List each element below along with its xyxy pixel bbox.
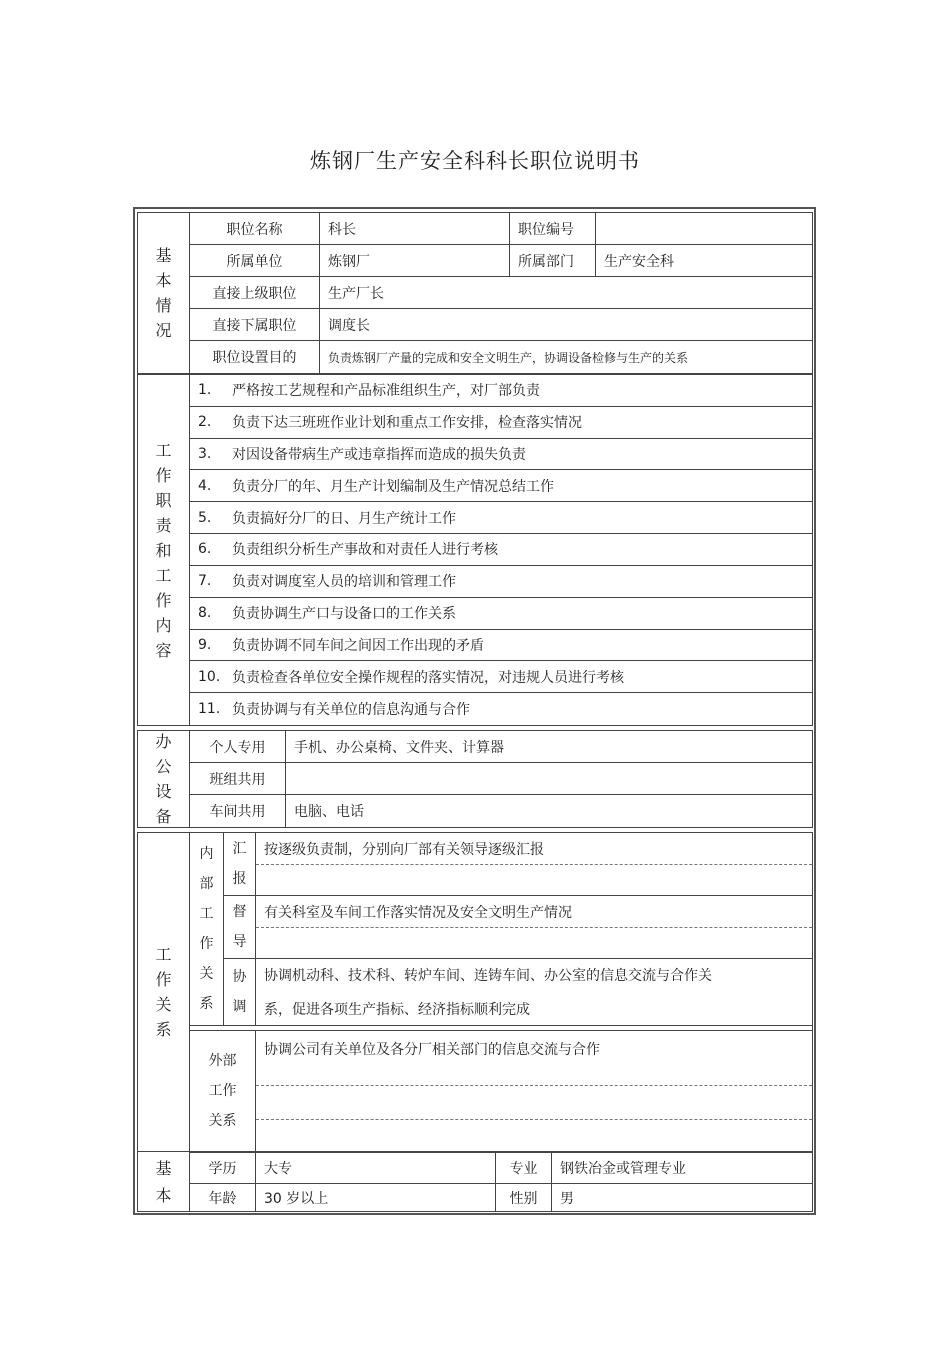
- label-char: 工: [155, 945, 172, 964]
- qualification-label: [138, 1152, 190, 1212]
- label-char: 作: [199, 936, 214, 952]
- coordinate-label: [224, 959, 256, 1025]
- workshop-value: 电脑、电话: [294, 804, 364, 820]
- duty-item: [190, 566, 812, 598]
- purpose-value: 负责炼钢厂产量的完成和安全文明生产，协调设备检修与生产的关系: [328, 350, 689, 365]
- report-divider: [256, 864, 812, 865]
- duties-list: [190, 375, 812, 725]
- label-char: 系: [155, 1020, 172, 1039]
- label-char: 办: [155, 732, 172, 751]
- coordinate-text-line2: 系，促进各项生产指标、经济指标顺利完成: [264, 1002, 530, 1018]
- age-value: 30 岁以上: [256, 1184, 496, 1212]
- duty-item: [190, 470, 812, 502]
- duty-number: 2.: [198, 414, 212, 431]
- purpose-label: 职位设置目的: [190, 341, 320, 373]
- duty-text: 负责检查各单位安全操作规程的落实情况，对违规人员进行考核: [232, 669, 624, 686]
- page-title: 炼钢厂生产安全科科长职位说明书: [310, 149, 640, 173]
- duty-number: 6.: [198, 541, 212, 558]
- label-char: 公: [155, 757, 172, 776]
- duty-text: 严格按工艺规程和产品标准组织生产，对厂部负责: [232, 383, 540, 400]
- major-value: 钢铁冶金或管理专业: [552, 1152, 812, 1184]
- label-char: 内: [155, 615, 172, 635]
- label-char: 内: [199, 846, 214, 862]
- duty-text: 负责协调生产口与设备口的工作关系: [232, 606, 456, 623]
- superior-label: 直接上级职位: [190, 277, 320, 309]
- label-char: 基: [155, 246, 172, 265]
- external-divider-2: [256, 1119, 812, 1120]
- label-char: 情: [155, 296, 172, 315]
- duty-item: [190, 534, 812, 566]
- basic-info-section: [137, 212, 813, 374]
- duty-item: [190, 502, 812, 534]
- duty-text: 对因设备带病生产或违章指挥而造成的损失负责: [232, 447, 526, 464]
- label-char: 外部: [208, 1053, 237, 1069]
- supervise-label: [224, 896, 256, 959]
- supervise-text: 有关科室及车间工作落实情况及安全文明生产情况: [264, 905, 572, 921]
- label-char: 责: [155, 515, 172, 535]
- label-char: 和: [155, 540, 172, 560]
- label-char: 作: [155, 465, 172, 485]
- label-char: 备: [155, 807, 172, 826]
- duty-number: 8.: [198, 605, 212, 622]
- duty-number: 3.: [198, 446, 212, 463]
- duty-number: 10.: [198, 668, 221, 685]
- label-char: 作: [155, 970, 172, 989]
- duty-item: [190, 661, 812, 693]
- label-char: 汇: [232, 841, 247, 857]
- label-char: 关: [199, 966, 214, 982]
- label-char: 本: [155, 1186, 172, 1205]
- label-char: 设: [155, 782, 172, 801]
- position-code-label: 职位编号: [510, 213, 596, 245]
- duty-number: 9.: [198, 636, 212, 653]
- label-char: 况: [155, 321, 172, 340]
- duty-item: [190, 693, 812, 725]
- unit-label: 所属单位: [190, 245, 320, 277]
- label-char: 工: [155, 440, 172, 460]
- external-relations-label: [190, 1031, 256, 1151]
- duty-text: 负责搞好分厂的日、月生产统计工作: [232, 510, 456, 527]
- duty-text: 负责协调不同车间之间因工作出现的矛盾: [232, 637, 484, 654]
- team-value: [286, 763, 812, 795]
- equipment-label: [138, 731, 190, 827]
- education-value: 大专: [256, 1152, 496, 1184]
- equipment-section: [137, 730, 813, 828]
- duty-item: [190, 375, 812, 407]
- qualification-section: [137, 1152, 813, 1212]
- subordinate-label: 直接下属职位: [190, 309, 320, 341]
- duty-number: 1.: [198, 382, 212, 399]
- supervise-divider: [256, 927, 812, 928]
- report-label: [224, 833, 256, 896]
- label-char: 关系: [208, 1113, 237, 1129]
- external-divider-1: [256, 1085, 812, 1086]
- major-label: 专业: [496, 1152, 552, 1184]
- label-char: 容: [155, 640, 172, 660]
- relations-section: [137, 832, 813, 1152]
- report-text: 按逐级负责制，分别向厂部有关领导逐级汇报: [264, 842, 544, 858]
- label-char: 系: [199, 996, 214, 1012]
- duty-text: 负责对调度室人员的培训和管理工作: [232, 574, 456, 591]
- label-char: 工: [199, 906, 214, 922]
- internal-relations-block: [190, 833, 812, 1026]
- label-char: 协: [232, 969, 247, 985]
- duty-number: 7.: [198, 573, 212, 590]
- label-char: 导: [232, 934, 247, 950]
- duty-text: 负责分厂的年、月生产计划编制及生产情况总结工作: [232, 478, 554, 495]
- external-text: 协调公司有关单位及各分厂相关部门的信息交流与合作: [264, 1042, 600, 1058]
- label-char: 报: [232, 871, 247, 887]
- basic-info-label: [138, 213, 190, 373]
- relations-label: [138, 833, 190, 1151]
- duty-number: 5.: [198, 509, 212, 526]
- label-char: 本: [155, 271, 172, 290]
- label-char: 督: [232, 904, 247, 920]
- duty-item: [190, 598, 812, 630]
- label-char: 工: [155, 565, 172, 585]
- position-name-value: 科长: [320, 213, 510, 245]
- age-label: 年龄: [190, 1184, 256, 1212]
- label-char: 调: [232, 999, 247, 1015]
- team-label: 班组共用: [190, 763, 286, 795]
- workshop-label: 车间共用: [190, 795, 286, 827]
- duty-item: [190, 407, 812, 439]
- personal-value: 手机、办公桌椅、文件夹、计算器: [286, 731, 812, 763]
- duty-text: 负责协调与有关单位的信息沟通与合作: [232, 702, 470, 719]
- unit-value: 炼钢厂: [320, 245, 510, 277]
- duty-text: 负责下达三班班作业计划和重点工作安排，检查落实情况: [232, 415, 582, 432]
- label-char: 关: [155, 995, 172, 1014]
- duty-text: 负责组织分析生产事故和对责任人进行考核: [232, 542, 498, 559]
- duty-number: 11.: [198, 701, 221, 718]
- duty-item: [190, 630, 812, 662]
- duty-item: [190, 439, 812, 471]
- duty-number: 4.: [198, 477, 212, 494]
- dept-value: 生产安全科: [596, 245, 812, 277]
- label-char: 工作: [208, 1083, 237, 1099]
- gender-label: 性别: [496, 1184, 552, 1212]
- superior-value: 生产厂长: [320, 277, 812, 309]
- duties-section: [137, 374, 813, 726]
- internal-relations-label: [190, 833, 224, 1025]
- coordinate-text-line1: 协调机动科、技术科、转炉车间、连铸车间、办公室的信息交流与合作关: [264, 968, 712, 984]
- personal-label: 个人专用: [190, 731, 286, 763]
- position-code-value: [596, 213, 812, 245]
- label-char: 职: [155, 490, 172, 510]
- job-description-table: [133, 207, 816, 1215]
- label-char: 作: [155, 590, 172, 610]
- label-char: 基: [155, 1159, 172, 1178]
- duties-label: [138, 375, 190, 725]
- education-label: 学历: [190, 1152, 256, 1184]
- subordinate-value: 调度长: [320, 309, 812, 341]
- external-relations-block: [190, 1030, 812, 1152]
- label-char: 部: [199, 876, 214, 892]
- position-name-label: 职位名称: [190, 213, 320, 245]
- gender-value: 男: [560, 1191, 574, 1207]
- dept-label: 所属部门: [510, 245, 596, 277]
